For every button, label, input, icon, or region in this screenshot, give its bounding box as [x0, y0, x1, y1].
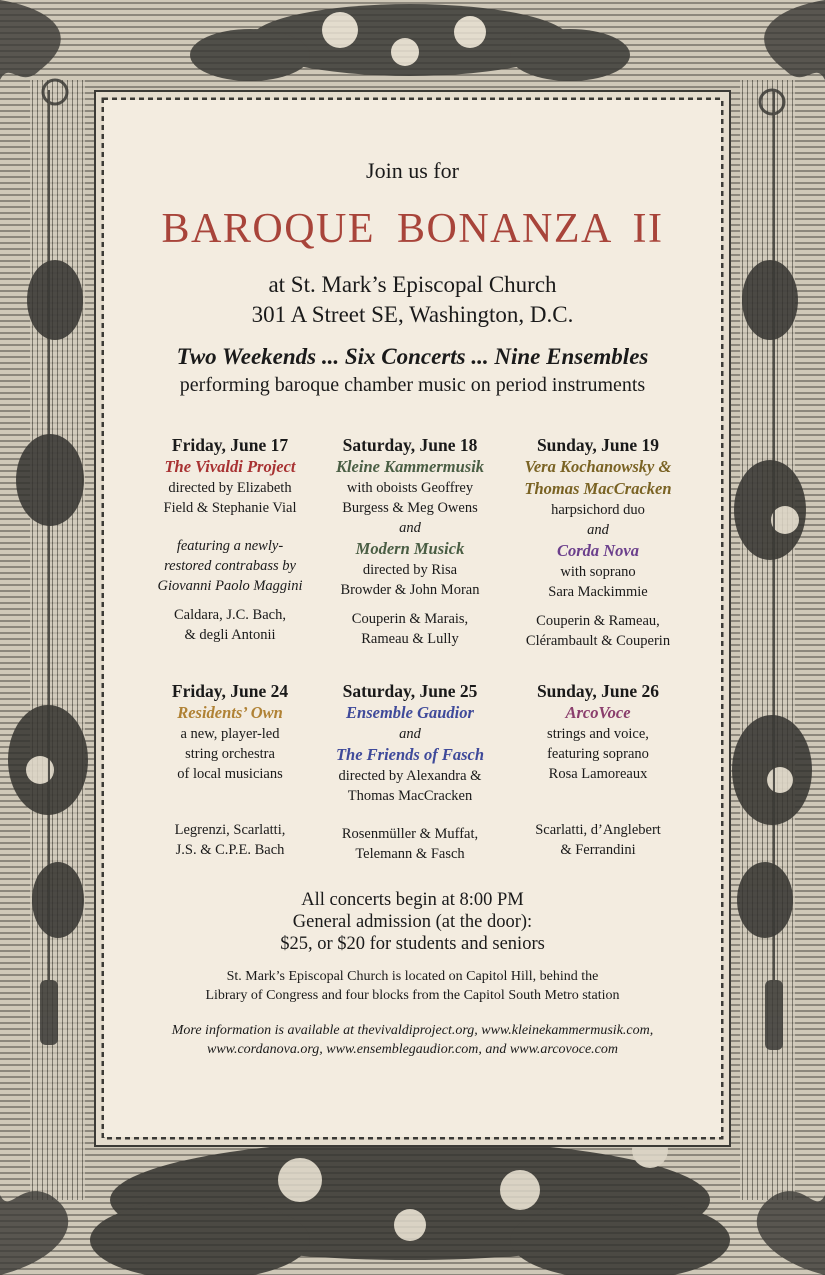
ensemble-detail: harpsichord duo — [551, 502, 645, 518]
composers: Rosenmüller & Muffat, — [341, 826, 479, 842]
ensemble-detail: Rosa Lamoreaux — [548, 766, 648, 782]
ensemble-name: Residents’ Own — [177, 703, 283, 722]
and-connector: and — [587, 522, 609, 538]
ensemble-name: Ensemble Gaudior — [346, 703, 474, 722]
directions-block — [104, 967, 721, 1005]
ticket-prices: $25, or $20 for students and seniors — [280, 934, 545, 954]
ensemble-name: Modern Musick — [355, 539, 465, 558]
composers: Rameau & Lully — [361, 631, 459, 647]
concert-saturday-june-25 — [310, 680, 510, 864]
ensemble-detail: Sara Mackimmie — [548, 584, 648, 600]
ensemble-name: Kleine Kammermusik — [335, 457, 485, 476]
ensemble-detail: Browder & John Moran — [340, 582, 480, 598]
ensemble-name: Vera Kochanowsky & — [524, 457, 672, 476]
ensemble-detail: Field & Stephanie Vial — [163, 500, 297, 516]
ensemble-detail: directed by Elizabeth — [168, 480, 292, 496]
composers: Telemann & Fasch — [355, 846, 465, 862]
ensemble-detail: directed by Alexandra & — [338, 768, 482, 784]
ensemble-detail: strings and voice, — [547, 726, 649, 742]
ensemble-detail: Burgess & Meg Owens — [342, 500, 478, 516]
ensemble-detail: string orchestra — [185, 746, 275, 762]
concert-sunday-june-26 — [498, 680, 698, 860]
concert-saturday-june-18 — [310, 434, 510, 649]
admission-label: General admission (at the door): — [292, 912, 533, 932]
ensemble-detail: directed by Risa — [362, 562, 458, 578]
venue-block — [104, 270, 721, 330]
composers: & degli Antonii — [184, 627, 276, 643]
venue-name: at St. Mark’s Episcopal Church — [268, 272, 557, 297]
concert-date: Friday, June 24 — [171, 681, 289, 701]
and-connector: and — [399, 520, 421, 536]
composers: Couperin & Rameau, — [536, 613, 660, 629]
directions-line: Library of Congress and four blocks from the Capitol South Metro station — [205, 988, 620, 1003]
concert-sunday-june-19 — [498, 434, 698, 651]
concert-date: Sunday, June 26 — [536, 681, 660, 701]
ensemble-detail: a new, player-led — [180, 726, 280, 742]
directions-line: St. Mark’s Episcopal Church is located on Capitol Hill, behind the — [226, 969, 599, 984]
feature-note: featuring a newly- — [176, 538, 284, 554]
ensemble-name: Thomas MacCracken — [524, 479, 672, 498]
composers: Caldara, J.C. Bach, — [174, 607, 286, 623]
more-info-block — [104, 1021, 721, 1059]
composers: & Ferrandini — [560, 842, 636, 858]
concert-date: Friday, June 17 — [171, 435, 289, 455]
composers: Legrenzi, Scarlatti, — [174, 822, 286, 838]
concert-friday-june-24 — [130, 680, 330, 860]
concert-friday-june-17 — [130, 434, 330, 645]
venue-address: 301 A Street SE, Washington, D.C. — [251, 302, 574, 327]
more-info-line: More information is available at thevivaldiproject.org, www.kleinekammermusik.com, — [171, 1023, 654, 1038]
and-connector: and — [399, 726, 421, 742]
concert-date: Sunday, June 19 — [536, 435, 660, 455]
ensemble-detail: featuring soprano — [547, 746, 649, 762]
concert-times-block — [104, 889, 721, 955]
event-title: BAROQUE BONANZA II — [161, 206, 664, 252]
composers: Clérambault & Couperin — [525, 633, 671, 649]
concert-date: Saturday, June 25 — [342, 681, 478, 701]
feature-note: restored contrabass by — [164, 558, 296, 574]
ensemble-name: Corda Nova — [556, 541, 640, 560]
composers: J.S. & C.P.E. Bach — [175, 842, 285, 858]
composers: Couperin & Marais, — [351, 611, 469, 627]
composers: Scarlatti, d’Anglebert — [535, 822, 661, 838]
ensemble-name: The Friends of Fasch — [335, 745, 485, 764]
concert-date: Saturday, June 18 — [342, 435, 478, 455]
subtagline: performing baroque chamber music on period instruments — [179, 374, 646, 396]
ensemble-detail: with oboists Geoffrey — [346, 480, 474, 496]
ensemble-name: ArcoVoce — [565, 703, 631, 722]
start-time: All concerts begin at 8:00 PM — [301, 890, 524, 910]
tagline: Two Weekends ... Six Concerts ... Nine Ensembles — [176, 344, 649, 369]
feature-note: Giovanni Paolo Maggini — [157, 578, 303, 594]
ensemble-detail: with soprano — [560, 564, 636, 580]
ensemble-detail: of local musicians — [177, 766, 283, 782]
ensemble-name: The Vivaldi Project — [164, 457, 296, 476]
more-info-line: www.cordanova.org, www.ensemblegaudior.com, and www.arcovoce.com — [206, 1042, 619, 1057]
join-us-text: Join us for — [366, 158, 459, 183]
ensemble-detail: Thomas MacCracken — [347, 788, 473, 804]
